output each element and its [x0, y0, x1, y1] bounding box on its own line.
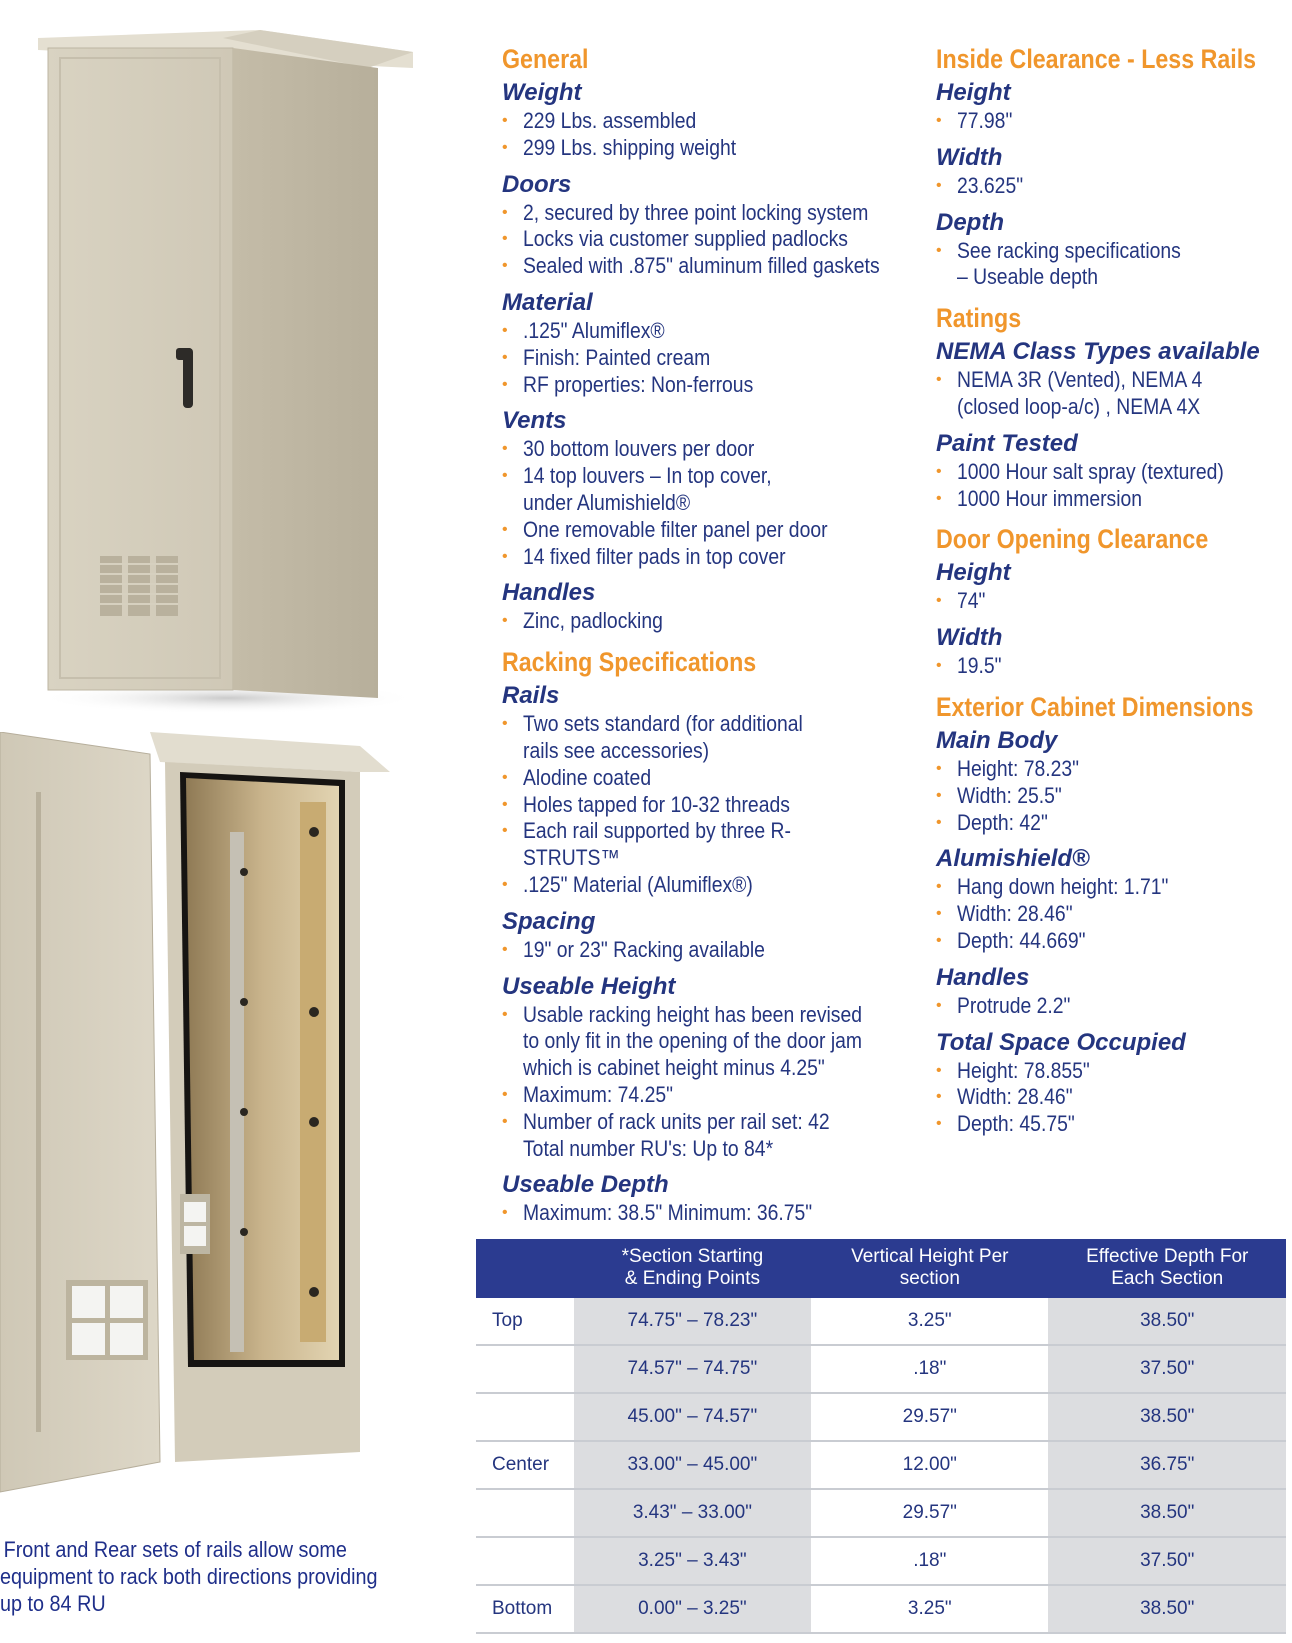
- table-row: [476, 1537, 1286, 1585]
- open-cabinet-photo: [0, 732, 390, 1517]
- bullet-icon: •: [936, 371, 942, 389]
- table-cell: 3.25": [811, 1297, 1048, 1345]
- table-section-name: [476, 1489, 574, 1537]
- bullet-icon: •: [502, 875, 508, 893]
- spec-group-depth: [936, 208, 1286, 292]
- spec-group-alumishield: [936, 844, 1286, 954]
- spec-item: [936, 238, 1286, 292]
- bullet-icon: •: [936, 241, 942, 259]
- spec-item: [502, 872, 932, 899]
- bullet-icon: •: [936, 112, 942, 129]
- spec-group-title: Alumishield®: [936, 845, 1090, 873]
- spec-item: [502, 200, 932, 227]
- bullet-icon: •: [936, 759, 942, 777]
- spec-item-text: Two sets standard (for additional rails see accessories): [523, 711, 803, 763]
- spec-item: [502, 108, 932, 135]
- spec-item: [502, 463, 932, 517]
- spec-group-title: Width: [936, 624, 1003, 652]
- spec-item-text: RF properties: Non-ferrous: [523, 371, 754, 397]
- table-cell: 38.50": [1048, 1585, 1286, 1633]
- spec-item-text: Depth: 44.669": [957, 927, 1086, 953]
- spec-item-text: 299 Lbs. shipping weight: [523, 134, 737, 160]
- spec-item-text: Alodine coated: [523, 764, 652, 790]
- spec-item-text: Each rail supported by three R-STRUTS™: [523, 818, 791, 871]
- spec-item-text: Sealed with .875" aluminum filled gaskets: [523, 253, 880, 279]
- spec-item-text: .125" Material (Alumiflex®): [523, 871, 753, 897]
- spec-list: [936, 653, 1286, 680]
- bullet-icon: •: [936, 878, 942, 896]
- spec-group-title: Vents: [502, 407, 567, 435]
- spec-item-text: Locks via customer supplied padlocks: [523, 226, 848, 252]
- table-row: [476, 1393, 1286, 1441]
- spec-item: [936, 1084, 1286, 1111]
- spec-item-text: Number of rack units per rail set: 42 Total number RU's: Up to 84*: [523, 1108, 830, 1161]
- spec-list: [502, 1002, 932, 1163]
- spec-group-doors: [502, 170, 932, 280]
- spec-group-title: Height: [936, 559, 1011, 587]
- spec-list: [502, 436, 932, 570]
- spec-list: [936, 756, 1286, 836]
- spec-item-text: Width: 28.46": [957, 901, 1073, 927]
- spec-item: [502, 1200, 932, 1227]
- table-section-name: [476, 1537, 574, 1585]
- spec-item-text: Protrude 2.2": [957, 992, 1071, 1018]
- spec-item: [502, 345, 932, 372]
- spec-item: [502, 544, 932, 571]
- spec-item-text: Depth: 45.75": [957, 1111, 1075, 1137]
- bullet-icon: •: [502, 348, 508, 366]
- bullet-icon: •: [936, 1088, 942, 1106]
- spec-item-text: Depth: 42": [957, 809, 1048, 835]
- spec-list: [502, 1200, 932, 1227]
- spec-group-title: Useable Depth: [502, 1171, 669, 1199]
- bullet-icon: •: [502, 612, 508, 630]
- spec-item-text: NEMA 3R (Vented), NEMA 4 (closed loop-a/c) , NEMA 4X: [957, 367, 1203, 419]
- spec-item-text: 23.625": [957, 172, 1024, 198]
- section-heading: General: [502, 44, 589, 74]
- spec-group-title: Rails: [502, 682, 560, 710]
- spec-list: [936, 173, 1286, 200]
- bullet-icon: •: [502, 1204, 508, 1222]
- bullet-icon: •: [502, 440, 508, 458]
- bullet-icon: •: [502, 375, 508, 393]
- bullet-icon: •: [936, 592, 942, 610]
- rack-section-table: [476, 1239, 1286, 1634]
- table-header-cell: Vertical Height Per section: [811, 1239, 1048, 1297]
- spec-group-handles: [502, 578, 932, 635]
- table-row: [476, 1489, 1286, 1537]
- spec-group-spacing: [502, 907, 932, 964]
- spec-item: [936, 810, 1286, 837]
- spec-item-text: See racking specifications – Useable depth: [957, 237, 1181, 290]
- spec-item: [936, 367, 1286, 421]
- spec-group-width: [936, 623, 1286, 680]
- spec-item: [936, 459, 1286, 486]
- spec-group-title: Doors: [502, 170, 572, 198]
- bullet-icon: •: [502, 112, 508, 129]
- bullet-icon: •: [936, 462, 942, 480]
- spec-item-text: Finish: Painted cream: [523, 344, 711, 370]
- spec-list: [502, 318, 932, 398]
- bullet-icon: •: [502, 795, 508, 813]
- table-cell: 33.00" – 45.00": [574, 1441, 811, 1489]
- section-inside-clearance-less-rails: [936, 40, 1286, 291]
- table-cell: 29.57": [811, 1393, 1048, 1441]
- table-section-name: [476, 1345, 574, 1393]
- table-cell: .18": [811, 1537, 1048, 1585]
- spec-item-text: Height: 78.23": [957, 755, 1080, 781]
- bullet-icon: •: [502, 1005, 508, 1023]
- spec-list: [502, 937, 932, 964]
- bullet-icon: •: [936, 813, 942, 831]
- spec-list: [936, 588, 1286, 615]
- spec-group-title: Useable Height: [502, 972, 676, 1000]
- table-cell: 37.50": [1048, 1345, 1286, 1393]
- spec-group-useable-height: [502, 972, 932, 1163]
- bullet-icon: •: [936, 931, 942, 949]
- spec-item-text: 14 top louvers – In top cover, under Alumishield®: [523, 463, 772, 515]
- section-heading: Racking Specifications: [502, 647, 757, 678]
- table-cell: 29.57": [811, 1489, 1048, 1537]
- spec-group-material: [502, 288, 932, 398]
- spec-group-title: Handles: [502, 579, 596, 607]
- bullet-icon: •: [936, 657, 942, 675]
- spec-list: [502, 608, 932, 635]
- spec-item-text: 77.98": [957, 108, 1013, 133]
- bullet-icon: •: [502, 940, 508, 958]
- table-cell: .18": [811, 1345, 1048, 1393]
- spec-item: [936, 993, 1286, 1020]
- spec-item: [936, 588, 1286, 615]
- spec-item: [502, 226, 932, 253]
- table-cell: 37.50": [1048, 1537, 1286, 1585]
- spec-item: [502, 372, 932, 399]
- spec-group-height: [936, 78, 1286, 135]
- spec-item: [502, 711, 932, 765]
- spec-item: [502, 818, 932, 872]
- spec-item-text: Holes tapped for 10-32 threads: [523, 791, 790, 817]
- spec-item: [936, 1058, 1286, 1085]
- table-body: [476, 1297, 1286, 1633]
- table-header-cell: *Section Starting & Ending Points: [574, 1239, 811, 1297]
- spec-item: [936, 783, 1286, 810]
- table-cell: 0.00" – 3.25": [574, 1585, 811, 1633]
- spec-group-title: Weight: [502, 79, 582, 106]
- bullet-icon: •: [502, 321, 508, 339]
- section-exterior-cabinet-dimensions: [936, 688, 1286, 1138]
- section-door-opening-clearance: [936, 520, 1286, 680]
- spec-group-total-space-occupied: [936, 1028, 1286, 1138]
- table-row: [476, 1441, 1286, 1489]
- section-ratings: [936, 299, 1286, 512]
- spec-group-rails: [502, 681, 932, 899]
- spec-item-text: 19" or 23" Racking available: [523, 936, 765, 962]
- table-row: [476, 1345, 1286, 1393]
- table-cell: 3.25" – 3.43": [574, 1537, 811, 1585]
- bullet-icon: •: [502, 203, 508, 221]
- table-cell: 74.75" – 78.23": [574, 1297, 811, 1345]
- bullet-icon: •: [936, 905, 942, 923]
- spec-group-title: Paint Tested: [936, 429, 1078, 457]
- spec-group-nema-class-types-available: [936, 337, 1286, 421]
- spec-item-text: Width: 25.5": [957, 782, 1062, 808]
- spec-list: [502, 108, 932, 162]
- table-section-name: Center: [476, 1441, 574, 1489]
- table-cell: 38.50": [1048, 1297, 1286, 1345]
- spec-group-title: Spacing: [502, 907, 596, 935]
- bullet-icon: •: [502, 715, 508, 733]
- spec-item: [936, 486, 1286, 513]
- bullet-icon: •: [502, 822, 508, 840]
- spec-item-text: Maximum: 38.5" Minimum: 36.75": [523, 1200, 813, 1226]
- spec-group-width: [936, 143, 1286, 200]
- spec-item-text: Maximum: 74.25": [523, 1081, 673, 1107]
- table-row: [476, 1585, 1286, 1633]
- bullet-icon: •: [936, 996, 942, 1014]
- spec-item: [936, 173, 1286, 200]
- table-section-name: [476, 1393, 574, 1441]
- spec-group-main-body: [936, 726, 1286, 836]
- spec-list: [936, 874, 1286, 954]
- spec-item-text: Height: 78.855": [957, 1057, 1090, 1083]
- spec-item-text: 19.5": [957, 653, 1002, 679]
- spec-item: [502, 318, 932, 345]
- spec-item: [502, 765, 932, 792]
- spec-item: [502, 436, 932, 463]
- spec-group-title: Main Body: [936, 726, 1058, 754]
- spec-item-text: Hang down height: 1.71": [957, 874, 1169, 900]
- spec-item: [502, 135, 932, 162]
- spec-item-text: 74": [957, 588, 986, 614]
- spec-item-text: 1000 Hour immersion: [957, 485, 1143, 511]
- table-cell: 3.43" – 33.00": [574, 1489, 811, 1537]
- table-section-name: Top: [476, 1297, 574, 1345]
- spec-group-weight: [502, 78, 932, 162]
- spec-item-text: 1000 Hour salt spray (textured): [957, 458, 1224, 484]
- spec-item: [936, 928, 1286, 955]
- bullet-icon: •: [936, 1115, 942, 1133]
- spec-item: [936, 1111, 1286, 1138]
- bullet-icon: •: [502, 230, 508, 248]
- spec-item: [936, 901, 1286, 928]
- section-heading: Exterior Cabinet Dimensions: [936, 691, 1254, 722]
- spec-list: [502, 711, 932, 899]
- section-heading: Door Opening Clearance: [936, 524, 1209, 555]
- table-header-cell: Effective Depth For Each Section: [1048, 1239, 1286, 1297]
- spec-list: [936, 238, 1286, 292]
- table-header-row: [476, 1239, 1286, 1297]
- section-heading: Ratings: [936, 303, 1022, 334]
- spec-item-text: .125" Alumiflex®: [523, 317, 665, 343]
- spec-group-vents: [502, 406, 932, 570]
- spec-item: [502, 1109, 932, 1163]
- bullet-icon: •: [936, 489, 942, 507]
- bullet-icon: •: [502, 138, 508, 156]
- spec-group-handles: [936, 963, 1286, 1020]
- spec-item-text: Width: 28.46": [957, 1084, 1073, 1110]
- spec-item-text: 30 bottom louvers per door: [523, 436, 755, 462]
- specs-left-column: [502, 40, 932, 1235]
- spec-list: [936, 1058, 1286, 1138]
- table-header-cell: [476, 1239, 574, 1297]
- spec-item: [502, 1002, 932, 1082]
- spec-item-text: 2, secured by three point locking system: [523, 199, 869, 225]
- table-cell: 74.57" – 74.75": [574, 1345, 811, 1393]
- table-cell: 3.25": [811, 1585, 1048, 1633]
- table-cell: 45.00" – 74.57": [574, 1393, 811, 1441]
- spec-item-text: Usable racking height has been revised to only fit in the opening of the door jam which is cabinet height minus 4.25": [523, 1001, 863, 1081]
- bullet-icon: •: [936, 176, 942, 194]
- spec-item: [936, 108, 1286, 135]
- spec-item: [936, 653, 1286, 680]
- spec-item: [936, 756, 1286, 783]
- spec-item-text: 229 Lbs. assembled: [523, 108, 697, 133]
- table-cell: 38.50": [1048, 1489, 1286, 1537]
- bullet-icon: •: [502, 547, 508, 565]
- table-section-name: Bottom: [476, 1585, 574, 1633]
- bullet-icon: •: [502, 1085, 508, 1103]
- spec-group-title: Handles: [936, 963, 1030, 991]
- spec-list: [936, 108, 1286, 135]
- spec-list: [936, 459, 1286, 513]
- spec-item: [502, 937, 932, 964]
- spec-item: [502, 1082, 932, 1109]
- bullet-icon: •: [502, 1112, 508, 1130]
- spec-group-paint-tested: [936, 429, 1286, 513]
- spec-group-useable-depth: [502, 1170, 932, 1227]
- spec-list: [936, 367, 1286, 421]
- spec-list: [502, 200, 932, 280]
- table-cell: 36.75": [1048, 1441, 1286, 1489]
- spec-group-height: [936, 558, 1286, 615]
- table-cell: 38.50": [1048, 1393, 1286, 1441]
- spec-item: [502, 517, 932, 544]
- spec-group-title: Material: [502, 288, 593, 316]
- spec-group-title: Width: [936, 143, 1003, 171]
- spec-list: [936, 993, 1286, 1020]
- section-heading: Inside Clearance - Less Rails: [936, 44, 1257, 74]
- spec-item-text: 14 fixed filter pads in top cover: [523, 543, 786, 569]
- table-cell: 12.00": [811, 1441, 1048, 1489]
- bullet-icon: •: [502, 467, 508, 485]
- spec-item: [502, 608, 932, 635]
- spec-group-title: NEMA Class Types available: [936, 338, 1260, 366]
- closed-cabinet-photo: [38, 8, 413, 720]
- table-row: [476, 1297, 1286, 1345]
- section-racking-specifications: [502, 643, 932, 1227]
- spec-group-title: Height: [936, 79, 1011, 106]
- section-general: [502, 40, 932, 635]
- specs-right-column: [936, 40, 1286, 1146]
- bullet-icon: •: [502, 768, 508, 786]
- bullet-icon: •: [936, 1061, 942, 1079]
- bullet-icon: •: [936, 786, 942, 804]
- spec-item: [502, 253, 932, 280]
- spec-item: [936, 874, 1286, 901]
- spec-group-title: Depth: [936, 208, 1004, 236]
- spec-group-title: Total Space Occupied: [936, 1028, 1186, 1056]
- spec-item-text: Zinc, padlocking: [523, 608, 663, 634]
- spec-item-text: One removable filter panel per door: [523, 516, 828, 542]
- bullet-icon: •: [502, 257, 508, 275]
- spec-item: [502, 792, 932, 819]
- photo-caption: Front and Rear sets of rails allow some equipment to rack both directions providing up to 84 RU: [0, 1537, 378, 1616]
- bullet-icon: •: [502, 520, 508, 538]
